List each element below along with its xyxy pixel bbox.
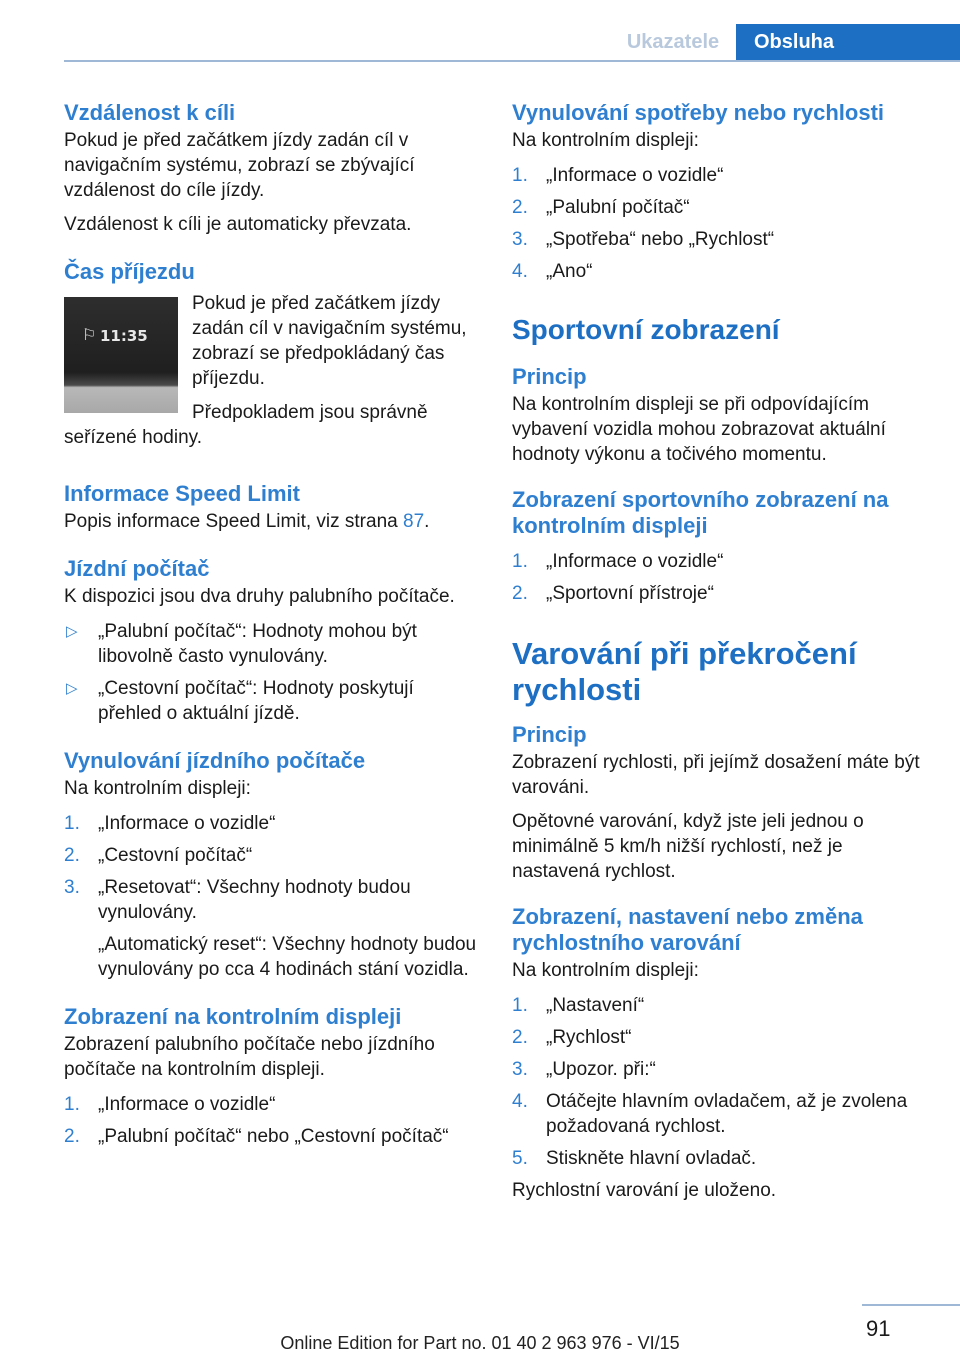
section-title: Zobrazení na kontrolním displeji bbox=[64, 1004, 402, 1029]
section-title: Jízdní počítač bbox=[64, 556, 210, 581]
list-item: 1. „Informace o vozidle“ bbox=[64, 1094, 276, 1115]
list-item: 3. „Resetovat“: Všechny hodnoty budou vynulovány. bbox=[64, 877, 411, 923]
list-item: 2. „Palubní počítač“ bbox=[512, 197, 690, 218]
numbered-list bbox=[512, 163, 932, 284]
section-trip-computer bbox=[64, 556, 482, 726]
page-link[interactable]: 87 bbox=[403, 511, 425, 532]
subsection-title: Princip bbox=[512, 722, 587, 747]
paragraph: Rychlostní varování je uloženo. bbox=[512, 1180, 777, 1201]
section-reset-consumption bbox=[512, 100, 932, 284]
paragraph: Na kontrolním displeji: bbox=[64, 778, 251, 799]
list-item: 2. „Rychlost“ bbox=[512, 1027, 632, 1048]
triangle-bullet-icon: ▷ bbox=[66, 623, 78, 640]
triangle-bullet-icon: ▷ bbox=[66, 680, 78, 697]
list-item: 2. „Cestovní počítač“ bbox=[64, 845, 253, 866]
numbered-list bbox=[512, 993, 932, 1171]
section-display bbox=[64, 1004, 482, 1149]
right-column bbox=[512, 100, 932, 1225]
paragraph: Vzdálenost k cíli je automaticky převzata. bbox=[64, 214, 412, 235]
chapter-title: Sportovní zobrazení bbox=[512, 314, 780, 345]
paragraph: K dispozici jsou dva druhy palubního počítače. bbox=[64, 586, 455, 607]
list-item: ▷ „Cestovní počítač“: Hodnoty poskytují přehled o aktuální jízdě. bbox=[66, 678, 414, 724]
list-item: 1. „Informace o vozidle“ bbox=[512, 551, 724, 572]
list-item: 1. „Informace o vozidle“ bbox=[64, 813, 276, 834]
chapter-title: Varování při překročení rychlosti bbox=[512, 636, 857, 707]
list-item: 2. „Sportovní přístroje“ bbox=[512, 583, 714, 604]
section-speed-warning bbox=[512, 636, 932, 1203]
numbered-list bbox=[64, 1092, 482, 1149]
list-item: 5. Stiskněte hlavní ovladač. bbox=[512, 1148, 757, 1169]
numbered-list bbox=[512, 549, 932, 606]
paragraph: Předpokladem jsou správně seřízené hodiny. bbox=[64, 402, 428, 448]
page-number: 91 bbox=[866, 1316, 891, 1341]
section-reset-trip bbox=[64, 748, 482, 982]
clock-time: 11:35 bbox=[100, 327, 148, 345]
section-speed-limit bbox=[64, 481, 482, 534]
list-item: 1. „Nastavení“ bbox=[512, 995, 645, 1016]
list-item: 1. „Informace o vozidle“ bbox=[512, 165, 724, 186]
subsection-title: Zobrazení sportovního zobrazení na kontrolním displeji bbox=[512, 487, 889, 538]
list-note: „Automatický reset“: Všechny hodnoty budou vynulovány po cca 4 hodinách stání vozidla. bbox=[98, 934, 477, 980]
list-item: 3. „Upozor. při:“ bbox=[512, 1059, 656, 1080]
edition-footer: Online Edition for Part no. 01 40 2 963 976 - VI/15 bbox=[280, 1333, 680, 1353]
subsection-title: Zobrazení, nastavení nebo změna rychlostního varování bbox=[512, 904, 863, 955]
paragraph: Opětovné varování, když jste jeli jednou o minimálně 5 km/h nižší rychlostí, než je nastavená rychlost. bbox=[512, 811, 864, 882]
section-arrival bbox=[64, 259, 482, 459]
paragraph: Na kontrolním displeji: bbox=[512, 960, 699, 981]
header-bar bbox=[0, 0, 960, 62]
list-item: 4. Otáčejte hlavním ovladačem, až je zvolena požadovaná rychlost. bbox=[512, 1091, 908, 1137]
list-item: 2. „Palubní počítač“ nebo „Cestovní počítač“ bbox=[64, 1126, 449, 1147]
list-item: 3. „Spotřeba“ nebo „Rychlost“ bbox=[512, 229, 775, 250]
section-title: Vzdálenost k cíli bbox=[64, 100, 236, 125]
section-distance bbox=[64, 100, 482, 237]
section-title: Vynulování jízdního počítače bbox=[64, 748, 366, 773]
paragraph: Zobrazení palubního počítače nebo jízdního počítače na kontrolním displeji. bbox=[64, 1034, 435, 1080]
footer-divider bbox=[862, 1304, 960, 1306]
tab-obsluha[interactable]: Obsluha bbox=[736, 24, 960, 60]
paragraph: Pokud je před začátkem jízdy zadán cíl v navigačním systému, zobrazí se zbývající vzdálenost do cíle jízdy. bbox=[64, 130, 415, 201]
list-item: 4. „Ano“ bbox=[512, 261, 593, 282]
paragraph: Na kontrolním displeji se při odpovídajícím vybavení vozidla mohou zobrazovat aktuální hodnoty výkonu a točivého momentu. bbox=[512, 394, 886, 465]
list-item: ▷ „Palubní počítač“: Hodnoty mohou být libovolně často vynulovány. bbox=[66, 621, 417, 667]
tab-ukazatele[interactable]: Ukazatele bbox=[626, 31, 720, 53]
paragraph: Pokud je před začátkem jízdy zadán cíl v navigačním systému, zobrazí se předpokládaný čas příjezdu. bbox=[192, 293, 467, 389]
section-title: Čas příjezdu bbox=[64, 259, 195, 284]
left-column bbox=[64, 100, 482, 1171]
section-sport-display bbox=[512, 314, 932, 606]
bullet-list bbox=[64, 619, 482, 726]
flag-icon: ⚐ bbox=[82, 327, 97, 344]
header-divider bbox=[64, 60, 960, 62]
paragraph: Popis informace Speed Limit, viz strana 87. bbox=[64, 511, 430, 532]
subsection-title: Princip bbox=[512, 364, 587, 389]
section-title: Informace Speed Limit bbox=[64, 481, 300, 506]
paragraph: Na kontrolním displeji: bbox=[512, 130, 699, 151]
paragraph: Zobrazení rychlosti, při jejímž dosažení máte být varováni. bbox=[512, 752, 920, 798]
numbered-list bbox=[64, 811, 482, 925]
clock-display-image bbox=[64, 297, 178, 413]
section-title: Vynulování spotřeby nebo rychlosti bbox=[512, 100, 885, 125]
